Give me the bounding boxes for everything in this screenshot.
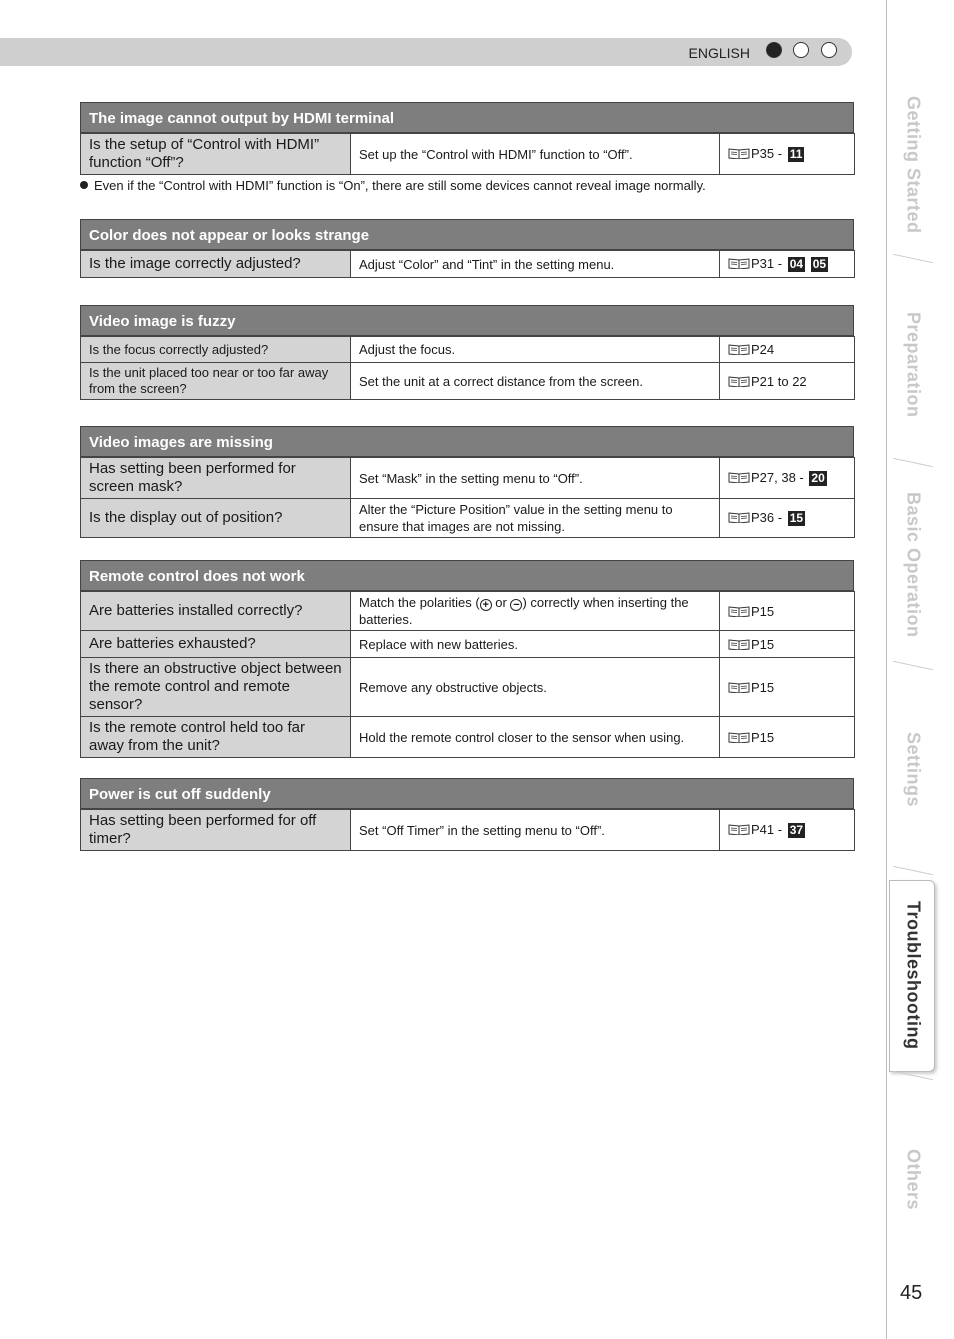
table-row xyxy=(81,631,855,658)
question-cell: Has setting been performed for screen mask? xyxy=(81,458,351,499)
book-icon xyxy=(728,147,750,159)
question-cell: Is there an obstructive object between the remote control and remote sensor? xyxy=(81,658,351,717)
indicator-dot-filled-icon xyxy=(766,42,782,58)
note-text: Even if the “Control with HDMI” function is “On”, there are still some devices cannot reveal image normally. xyxy=(94,178,706,193)
section-title: Power is cut off suddenly xyxy=(80,778,854,809)
reference-text: P31 - xyxy=(751,256,783,271)
tab-settings[interactable] xyxy=(893,675,933,865)
bullet-icon xyxy=(80,181,88,189)
plus-polarity-icon: + xyxy=(480,599,492,611)
book-icon xyxy=(728,257,750,269)
reference-cell xyxy=(720,337,855,363)
tab-label: Preparation xyxy=(903,312,924,418)
section-title: Video image is fuzzy xyxy=(80,305,854,336)
troubleshoot-table xyxy=(80,457,855,538)
question-cell: Is the unit placed too near or too far away from the screen? xyxy=(81,363,351,400)
section-remote xyxy=(80,560,854,758)
table-row xyxy=(81,658,855,717)
book-icon xyxy=(728,638,750,650)
section-missing xyxy=(80,426,854,538)
answer-text: ) correctly when inserting the batteries. xyxy=(359,595,689,627)
table-row xyxy=(81,251,855,278)
table-row xyxy=(81,810,855,851)
step-badge: 15 xyxy=(789,511,804,525)
step-badge: 37 xyxy=(789,823,804,837)
indicator-dot-icon xyxy=(793,42,809,58)
tab-label: Settings xyxy=(903,732,924,808)
question-cell: Has setting been performed for off timer? xyxy=(81,810,351,851)
table-row xyxy=(81,363,855,400)
reference-cell xyxy=(720,499,855,538)
tab-label: Getting Started xyxy=(903,96,924,234)
book-icon xyxy=(728,511,750,523)
reference-text: P15 xyxy=(751,636,775,652)
book-icon xyxy=(728,343,750,355)
reference-cell xyxy=(720,134,855,175)
section-color xyxy=(80,219,854,278)
troubleshoot-table xyxy=(80,250,855,278)
header-bar xyxy=(0,38,852,66)
book-icon xyxy=(728,823,750,835)
table-row xyxy=(81,499,855,538)
answer-cell: Set “Off Timer” in the setting menu to “Off”. xyxy=(351,810,720,851)
tab-label: Troubleshooting xyxy=(903,900,924,1050)
book-icon xyxy=(728,375,750,387)
table-row xyxy=(81,134,855,175)
answer-cell: Alter the “Picture Position” value in the setting menu to ensure that images are not missing. xyxy=(351,499,720,538)
answer-cell: Set the unit at a correct distance from the screen. xyxy=(351,363,720,400)
reference-text: P24 xyxy=(751,342,775,357)
step-badge: 05 xyxy=(812,257,827,271)
answer-cell: Adjust the focus. xyxy=(351,337,720,363)
question-cell: Is the display out of position? xyxy=(81,499,351,538)
section-title: The image cannot output by HDMI terminal xyxy=(80,102,854,133)
tab-preparation[interactable] xyxy=(893,270,933,460)
book-icon xyxy=(728,471,750,483)
section-power xyxy=(80,778,854,851)
reference-cell xyxy=(720,592,855,631)
table-row xyxy=(81,337,855,363)
answer-cell xyxy=(351,592,720,631)
step-badge: 11 xyxy=(789,147,803,161)
troubleshoot-table xyxy=(80,133,855,175)
reference-cell xyxy=(720,810,855,851)
answer-cell: Hold the remote control closer to the sensor when using. xyxy=(351,717,720,758)
question-cell: Is the focus correctly adjusted? xyxy=(81,337,351,363)
answer-text: or xyxy=(491,595,511,610)
note xyxy=(80,178,706,193)
question-cell: Is the image correctly adjusted? xyxy=(81,251,351,278)
section-title: Video images are missing xyxy=(80,426,854,457)
section-title: Color does not appear or looks strange xyxy=(80,219,854,250)
reference-text: P15 xyxy=(751,679,775,695)
tab-troubleshooting[interactable] xyxy=(893,880,933,1070)
question-cell: Is the setup of “Control with HDMI” function “Off”? xyxy=(81,134,351,175)
reference-text: P15 xyxy=(751,603,775,619)
tab-basic-operation[interactable] xyxy=(893,470,933,660)
reference-text: P21 to 22 xyxy=(751,373,807,389)
tab-getting-started[interactable] xyxy=(893,70,933,260)
tab-label: Others xyxy=(903,1149,924,1211)
indicator-dot-icon xyxy=(821,42,837,58)
reference-cell xyxy=(720,658,855,717)
book-icon xyxy=(728,605,750,617)
reference-cell xyxy=(720,363,855,400)
tab-others[interactable] xyxy=(893,1085,933,1275)
reference-cell xyxy=(720,458,855,499)
tab-divider xyxy=(893,866,933,876)
reference-cell xyxy=(720,251,855,278)
answer-cell: Adjust “Color” and “Tint” in the setting menu. xyxy=(351,251,720,278)
answer-text: Match the polarities ( xyxy=(359,595,480,610)
question-cell: Is the remote control held too far away from the unit? xyxy=(81,717,351,758)
table-row xyxy=(81,717,855,758)
table-row xyxy=(81,458,855,499)
question-cell: Are batteries installed correctly? xyxy=(81,592,351,631)
reference-cell xyxy=(720,717,855,758)
answer-cell: Replace with new batteries. xyxy=(351,631,720,658)
question-cell: Are batteries exhausted? xyxy=(81,631,351,658)
reference-text: P41 - xyxy=(751,822,783,837)
section-hdmi xyxy=(80,102,854,175)
chapter-sidebar xyxy=(886,0,954,1339)
table-row xyxy=(81,592,855,631)
reference-text: P35 - xyxy=(751,146,783,161)
reference-text: P27, 38 - xyxy=(751,470,804,485)
language-label: ENGLISH xyxy=(688,45,750,61)
section-fuzzy xyxy=(80,305,854,400)
reference-text: P36 - xyxy=(751,510,783,525)
answer-cell: Set up the “Control with HDMI” function to “Off”. xyxy=(351,134,720,175)
book-icon xyxy=(728,731,750,743)
step-badge: 20 xyxy=(811,471,825,485)
troubleshoot-table xyxy=(80,809,855,851)
answer-cell: Remove any obstructive objects. xyxy=(351,658,720,717)
section-title: Remote control does not work xyxy=(80,560,854,591)
reference-text: P15 xyxy=(751,729,775,745)
book-icon xyxy=(728,681,750,693)
minus-polarity-icon: − xyxy=(510,599,522,611)
reference-cell xyxy=(720,631,855,658)
troubleshoot-table xyxy=(80,591,855,758)
page-number: 45 xyxy=(900,1282,923,1304)
answer-cell: Set “Mask” in the setting menu to “Off”. xyxy=(351,458,720,499)
tab-divider xyxy=(893,1071,933,1081)
tab-divider xyxy=(893,661,933,671)
step-badge: 04 xyxy=(789,257,804,271)
tab-label: Basic Operation xyxy=(903,492,924,638)
troubleshoot-table xyxy=(80,336,855,400)
